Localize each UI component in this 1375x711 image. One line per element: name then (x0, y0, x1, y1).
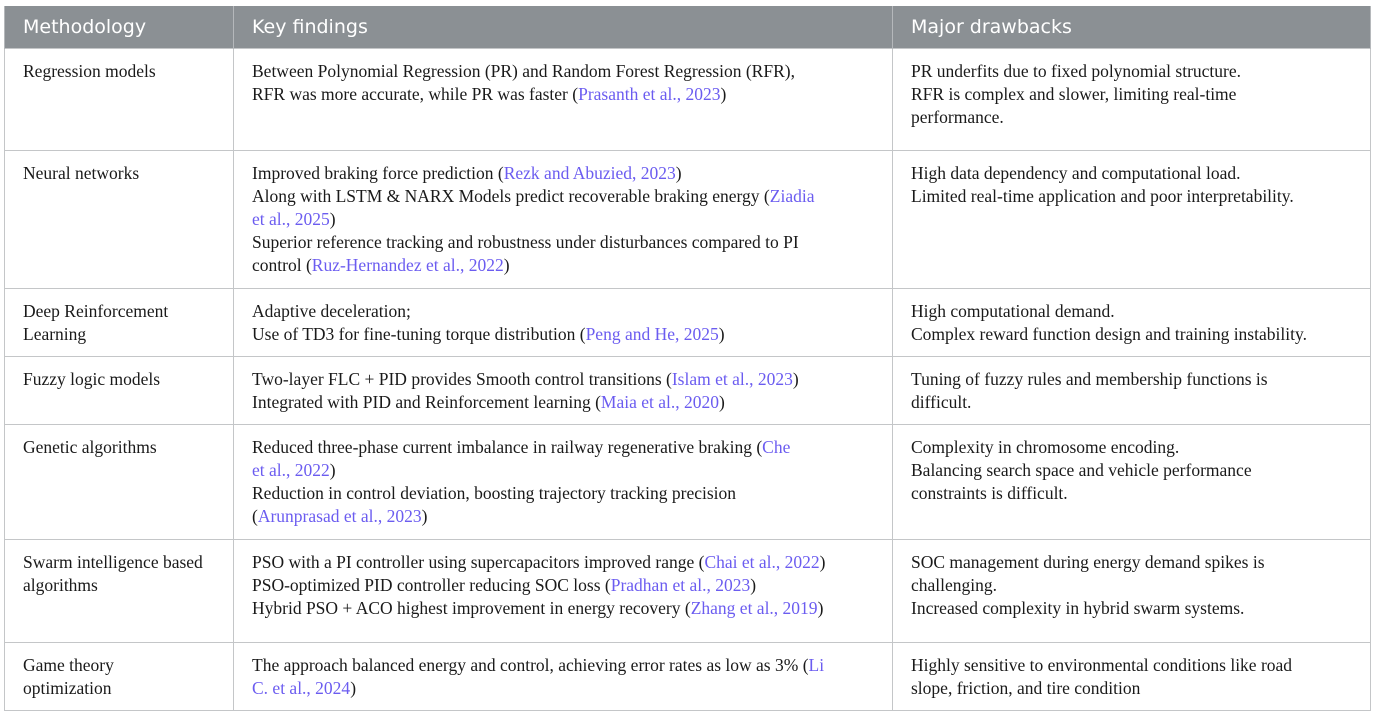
findings-text: PSO-optimized PID controller reducing SOC loss ( (252, 575, 611, 595)
drawbacks-line: SOC management during energy demand spikes is (911, 552, 1265, 572)
citation-link[interactable]: Maia et al., 2020 (600, 392, 719, 412)
drawbacks-line: Highly sensitive to environmental conditions like road (911, 655, 1293, 675)
drawbacks-cell (893, 289, 1371, 357)
findings-line (252, 208, 875, 231)
methodology-line: Neural networks (23, 163, 140, 183)
findings-cell (234, 425, 893, 540)
citation-link[interactable]: Che (762, 437, 791, 457)
findings-text: Use of TD3 for fine-tuning torque distribution ( (252, 324, 586, 344)
findings-line (252, 654, 875, 677)
findings-text: ) (819, 552, 826, 572)
citation-link[interactable]: et al., 2025 (252, 209, 330, 229)
drawbacks-cell (893, 357, 1371, 425)
drawbacks-line: Balancing search space and vehicle performance (911, 460, 1252, 480)
drawbacks-line: slope, friction, and tire condition (911, 678, 1141, 698)
findings-text: ) (675, 163, 682, 183)
methodology-line: optimization (23, 678, 112, 698)
findings-line (252, 459, 875, 482)
findings-line (252, 368, 875, 391)
table-row (5, 357, 1371, 425)
findings-text: ) (329, 460, 336, 480)
findings-text: Reduced three-phase current imbalance in railway regenerative braking ( (252, 437, 763, 457)
citation-link[interactable]: Islam et al., 2023 (671, 369, 793, 389)
drawbacks-line: Complex reward function design and training instability. (911, 324, 1307, 344)
header-key-findings: Key findings (234, 6, 893, 49)
findings-text: ) (792, 369, 799, 389)
drawbacks-cell (893, 49, 1371, 151)
findings-cell (234, 540, 893, 643)
findings-cell (234, 643, 893, 711)
findings-text: ) (503, 255, 510, 275)
table-row (5, 540, 1371, 643)
header-methodology: Methodology (5, 6, 234, 49)
citation-link[interactable]: Chai et al., 2022 (704, 552, 820, 572)
drawbacks-cell (893, 643, 1371, 711)
table-row (5, 289, 1371, 357)
drawbacks-line: RFR is complex and slower, limiting real-time (911, 84, 1237, 104)
citation-link[interactable]: Ziadia (769, 186, 815, 206)
citation-link[interactable]: Ruz-Hernandez et al., 2022 (311, 255, 504, 275)
findings-text: Reduction in control deviation, boosting trajectory tracking precision (252, 483, 737, 503)
methodology-line: Learning (23, 324, 87, 344)
methodology-line: Regression models (23, 61, 156, 81)
findings-cell (234, 49, 893, 151)
drawbacks-cell (893, 425, 1371, 540)
findings-text: ) (719, 392, 725, 412)
findings-line (252, 185, 875, 208)
table-row (5, 643, 1371, 711)
findings-line (252, 300, 875, 323)
findings-line (252, 60, 875, 83)
findings-cell (234, 289, 893, 357)
table-row (5, 425, 1371, 540)
drawbacks-line: challenging. (911, 575, 998, 595)
table-row (5, 49, 1371, 151)
drawbacks-line: High data dependency and computational load. (911, 163, 1241, 183)
header-major-drawbacks: Major drawbacks (893, 6, 1371, 49)
findings-cell (234, 151, 893, 289)
findings-line (252, 436, 875, 459)
findings-text: ) (329, 209, 336, 229)
methodology-line: Swarm intelligence based (23, 552, 203, 572)
drawbacks-cell (893, 540, 1371, 643)
findings-line (252, 574, 875, 597)
drawbacks-line: PR underfits due to fixed polynomial structure. (911, 61, 1242, 81)
findings-line (252, 323, 875, 346)
findings-line (252, 83, 875, 106)
findings-line (252, 482, 875, 505)
methodology-cell (5, 540, 234, 643)
findings-text: PSO with a PI controller using supercapacitors improved range ( (252, 552, 705, 572)
findings-line (252, 162, 875, 185)
methodology-line: algorithms (23, 575, 98, 595)
methodology-cell (5, 151, 234, 289)
findings-text: control ( (252, 255, 312, 275)
drawbacks-cell (893, 151, 1371, 289)
findings-line (252, 677, 875, 700)
findings-text: Adaptive deceleration; (252, 301, 411, 321)
findings-text: ) (421, 506, 428, 526)
findings-text: ) (750, 575, 757, 595)
findings-line (252, 391, 875, 414)
methodology-cell (5, 425, 234, 540)
citation-link[interactable]: Arunprasad et al., 2023 (257, 506, 422, 526)
findings-text: Improved braking force prediction ( (252, 163, 504, 183)
drawbacks-line: Complexity in chromosome encoding. (911, 437, 1180, 457)
comparison-table (4, 6, 1371, 711)
findings-text: Between Polynomial Regression (PR) and Random Forest Regression (RFR), (252, 61, 795, 81)
drawbacks-line: High computational demand. (911, 301, 1115, 321)
findings-text: Two-layer FLC + PID provides Smooth control transitions ( (252, 369, 672, 389)
methodology-cell (5, 289, 234, 357)
methodology-cell (5, 643, 234, 711)
findings-text: ) (718, 324, 725, 344)
findings-text: Along with LSTM & NARX Models predict recoverable braking energy ( (252, 186, 770, 206)
findings-line (252, 231, 875, 254)
citation-link[interactable]: Rezk and Abuzied, 2023 (503, 163, 676, 183)
findings-text: Integrated with PID and Reinforcement learning ( (252, 392, 601, 412)
findings-line (252, 505, 875, 528)
citation-link[interactable]: C. et al., 2024 (252, 678, 351, 698)
findings-text: Hybrid PSO + ACO highest improvement in energy recovery ( (252, 598, 691, 618)
methodology-cell (5, 357, 234, 425)
citation-link[interactable]: Li (808, 655, 825, 675)
drawbacks-line: Tuning of fuzzy rules and membership functions is (911, 369, 1268, 389)
methodology-line: Fuzzy logic models (23, 369, 161, 389)
findings-text: RFR was more accurate, while PR was faster ( (252, 84, 579, 104)
table-row (5, 151, 1371, 289)
methodology-cell (5, 49, 234, 151)
methodology-line: Genetic algorithms (23, 437, 157, 457)
findings-line (252, 254, 875, 277)
findings-text: ) (720, 84, 727, 104)
findings-text: Superior reference tracking and robustness under disturbances compared to PI (252, 232, 799, 252)
findings-text: ) (817, 598, 824, 618)
citation-link[interactable]: Prasanth et al., 2023 (578, 84, 721, 104)
header-row (5, 6, 1371, 49)
drawbacks-line: difficult. (911, 392, 972, 412)
methodology-line: Game theory (23, 655, 114, 675)
drawbacks-line: Increased complexity in hybrid swarm systems. (911, 598, 1245, 618)
methodology-line: Deep Reinforcement (23, 301, 169, 321)
findings-text: The approach balanced energy and control, achieving error rates as low as 3% ( (252, 655, 809, 675)
findings-line (252, 551, 875, 574)
drawbacks-line: Limited real-time application and poor interpretability. (911, 186, 1294, 206)
findings-text: ( (252, 506, 258, 526)
citation-link[interactable]: Pradhan et al., 2023 (610, 575, 751, 595)
citation-link[interactable]: Zhang et al., 2019 (690, 598, 818, 618)
findings-line (252, 597, 875, 620)
findings-cell (234, 357, 893, 425)
citation-link[interactable]: Peng and He, 2025 (585, 324, 719, 344)
findings-text: ) (350, 678, 357, 698)
citation-link[interactable]: et al., 2022 (252, 460, 330, 480)
drawbacks-line: constraints is difficult. (911, 483, 1068, 503)
drawbacks-line: performance. (911, 107, 1004, 127)
